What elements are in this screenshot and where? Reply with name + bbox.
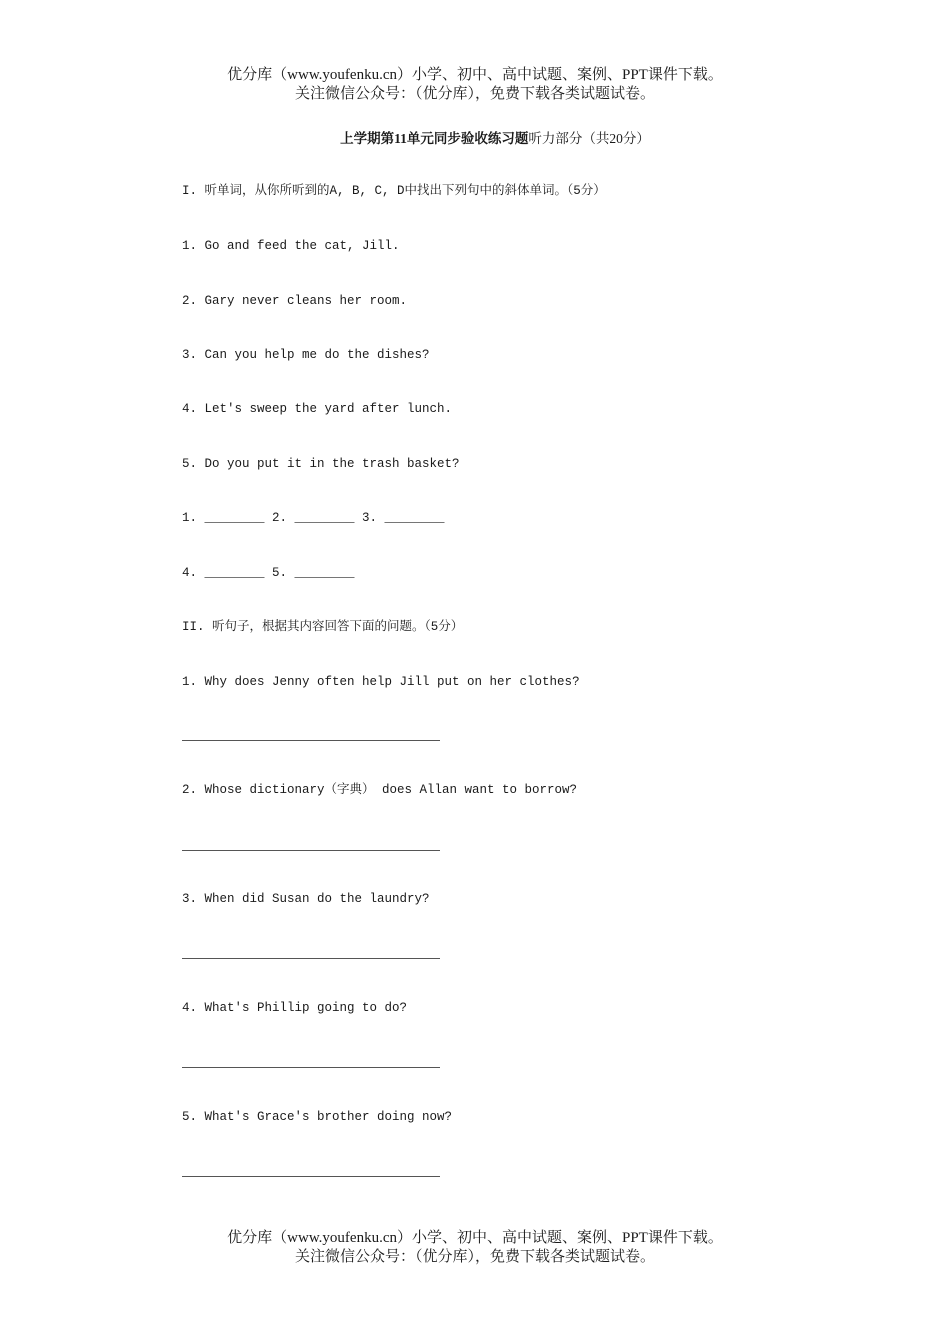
section-1-item: 5. Do you put it in the trash basket?: [182, 457, 460, 471]
section-2-question: 5. What's Grace's brother doing now?: [182, 1110, 453, 1124]
answer-line: [182, 740, 440, 741]
answer-blanks-row-1: 1. ________ 2. ________ 3. ________: [182, 511, 445, 525]
header-line-1: 优分库（www.youfenku.cn）小学、初中、高中试题、案例、PPT课件下载。: [227, 67, 723, 83]
section-2-question: 1. Why does Jenny often help Jill put on her clothes?: [182, 675, 580, 689]
header-line-2: 关注微信公众号：（优分库），免费下载各类试题试卷。: [294, 86, 655, 102]
answer-blanks-row-2: 4. ________ 5. ________: [182, 566, 355, 580]
answer-line: [182, 850, 440, 851]
answer-line: [182, 1176, 440, 1177]
section-2-question: 4. What's Phillip going to do?: [182, 1001, 408, 1015]
footer-line-2: 关注微信公众号：（优分库），免费下载各类试题试卷。: [294, 1249, 655, 1265]
page-footer: [0, 1229, 950, 1267]
section-1-item: 4. Let's sweep the yard after lunch.: [182, 402, 453, 416]
section-1-item: 3. Can you help me do the dishes?: [182, 348, 430, 362]
answer-line: [182, 1067, 440, 1068]
section-2-heading: II. 听句子，根据其内容回答下面的问题。（5分）: [182, 620, 464, 634]
section-1-item: 2. Gary never cleans her room.: [182, 294, 408, 308]
section-2-question: 3. When did Susan do the laundry?: [182, 892, 430, 906]
answer-line: [182, 958, 440, 959]
section-2-question: 2. Whose dictionary（字典） does Allan want to borrow?: [182, 783, 578, 797]
page-title: [0, 127, 950, 147]
footer-line-1: 优分库（www.youfenku.cn）小学、初中、高中试题、案例、PPT课件下载。: [227, 1230, 723, 1246]
page-header: [0, 66, 950, 104]
section-1-item: 1. Go and feed the cat, Jill.: [182, 239, 400, 253]
title-normal: 听力部分（共20分）: [528, 131, 650, 146]
section-1-heading: I. 听单词，从你所听到的A, B, C, D中找出下列句中的斜体单词。（5分）: [182, 184, 606, 198]
title-bold: 上学期第11单元同步验收练习题: [340, 131, 529, 146]
